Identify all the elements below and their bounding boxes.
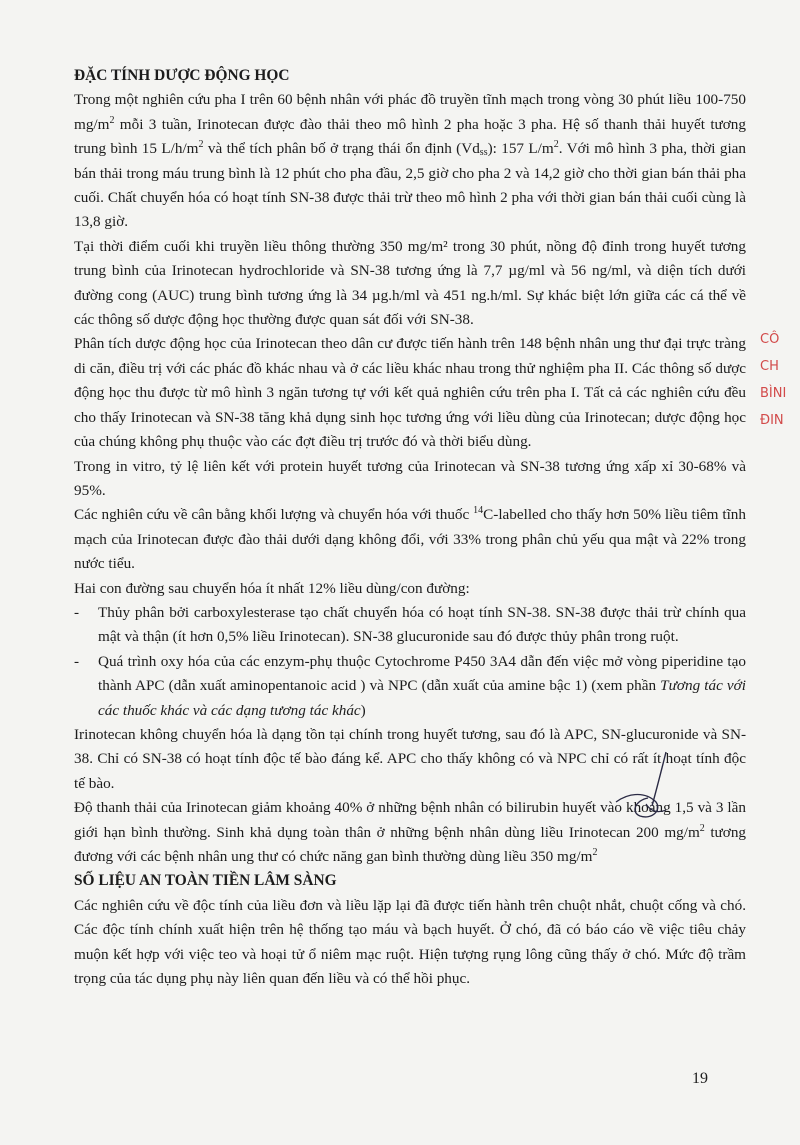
cross-reference: Tương tác với các thuốc khác và các dạng tương tác khác xyxy=(98,677,746,719)
pathway-list xyxy=(74,601,746,723)
paragraph-toxicity: Các nghiên cứu về độc tính của liều đơn và liều lặp lại đã được tiến hành trên chuột nhắt, chuột cống và chó. Các độc tính chính xuất hiện trên hệ thống tạo máu và bạch huyết. Ở chó, đã có báo cáo về việc tiêu chảy muộn kết hợp với việc teo và hoại tử ổ niêm mạc ruột. Hiện tượng rụng lông cũng thấy ở chó. Mức độ trầm trọng của tác dụng phụ này liên quan đến liều và có thể hồi phục. xyxy=(74,896,746,988)
page-content xyxy=(74,64,746,991)
signature-mark xyxy=(596,748,686,828)
list-item xyxy=(74,650,746,723)
section-title-preclinical-safety: SỐ LIỆU AN TOÀN TIỀN LÂM SÀNG xyxy=(74,872,337,890)
text-run: mỗi 3 tuần, Irinotecan được đào thải theo mô hình 2 pha hoặc 3 pha. Hệ số thanh thải huyết tương trung bình 15 L/h/m xyxy=(74,115,746,158)
paragraph-population-analysis: Phân tích dược động học của Irinotecan theo dân cư được tiến hành trên 148 bệnh nhân ung thư đại trực tràng di căn, điều trị với các phác đồ khác nhau và ở các liều khác nhau trong thử nghiệm pha II. Các thông số dược động học thu được từ mô hình 3 ngăn tương tự với kết quả nghiên cứu trên pha I. Tất cả các nghiên cứu đều cho thấy Irinotecan và SN-38 tăng khả dụng sinh học tương ứng với liều dùng của Irinotecan; dược động học của chúng không phụ thuộc vào các đợt điều trị trước đó và thời biểu dùng. xyxy=(74,335,746,451)
paragraph-mass-balance xyxy=(74,503,746,576)
red-stamp xyxy=(760,318,800,478)
dash-bullet: - xyxy=(74,603,80,621)
paragraph-phase1-study xyxy=(74,88,746,234)
list-item-text: Thủy phân bởi carboxylesterase tạo chất chuyển hóa có hoạt tính SN-38. SN-38 được thải trừ chính qua mật và thận (ít hơn 0,5% liều Irinotecan). SN-38 glucuronide sau đó được thủy phân trong ruột. xyxy=(98,603,746,646)
paragraph-peak-concentration: Tại thời điểm cuối khi truyền liều thông thường 350 mg/m² trong 30 phút, nồng độ đỉnh trong huyết tương trung bình của Irinotecan hydrochloride và SN-38 tương ứng là 7,7 µg/ml và 56 ng/ml, và diện tích dưới đường cong (AUC) trung bình tương ứng là 34 µg.h/ml và 451 ng.h/ml. Sự khác biệt lớn giữa các cá thể về các thông số dược động học thường được quan sát đối với SN-38. xyxy=(74,237,746,329)
page-number: 19 xyxy=(692,1070,708,1087)
paragraph-metabolic-pathways: Hai con đường sau chuyển hóa ít nhất 12% liều dùng/con đường: xyxy=(74,579,470,597)
text-run: ): 157 L/m xyxy=(487,140,554,158)
section-title-pharmacokinetics: ĐẶC TÍNH DƯỢC ĐỘNG HỌC xyxy=(74,67,290,84)
text-run: . Với mô hình 3 pha, thời gian bán thải trong máu trung bình là 12 phút cho pha đầu, 2,5 giờ cho pha 2 và 14,2 giờ cho thời gian bán thải pha cuối. Chất chuyển hóa có hoạt tính SN-38 được thải trừ theo mô hình 2 pha với thời gian bán thải cuối cùng là 13,8 giờ. xyxy=(74,140,747,231)
superscript: 2 xyxy=(699,822,705,834)
stamp-line: CÔ xyxy=(760,332,780,347)
superscript: 2 xyxy=(198,139,204,151)
text-run: Các nghiên cứu về cân bằng khối lượng và chuyển hóa với thuốc xyxy=(74,506,474,524)
stamp-line: BÌNI xyxy=(760,386,787,401)
superscript: 2 xyxy=(109,114,115,126)
text-run: Trong một nghiên cứu pha I trên 60 bệnh nhân với phác đồ truyền tĩnh mạch trong vòng 30 phút liều 100-750 mg/m xyxy=(74,91,746,133)
text-run: C-labelled cho thấy hơn 50% liều tiêm tĩnh mạch của Irinotecan được đào thải dưới dạng không đổi, với 33% trong phân chủ yếu qua mật và 22% trong nước tiểu. xyxy=(74,506,746,573)
subscript: ss xyxy=(479,147,488,159)
text-run: tương đương với các bệnh nhân ung thư có chức năng gan bình thường dùng liều 350 mg/m xyxy=(74,823,747,865)
dash-bullet: - xyxy=(74,652,80,670)
superscript: 2 xyxy=(592,847,598,858)
text-run: và thể tích phân bố ở trạng thái ổn định (Vd xyxy=(203,140,480,158)
stamp-line: CH xyxy=(760,359,779,374)
paragraph-protein-binding: Trong in vitro, tỷ lệ liên kết với protein huyết tương của Irinotecan và SN-38 tương ứng xấp xỉ 30-68% và 95%. xyxy=(74,457,746,499)
superscript: 14 xyxy=(473,505,484,517)
superscript: 2 xyxy=(553,139,559,151)
paragraph-plasma-forms: Irinotecan không chuyển hóa là dạng tồn tại chính trong huyết tương, sau đó là APC, SN-glucuronide và SN-38. Chỉ có SN-38 có hoạt tính độc tế bào đáng kể. APC cho thấy không có và NPC chỉ có rất ít hoạt tính độc tế bào. xyxy=(74,725,746,792)
stamp-line: ĐIN xyxy=(760,413,784,428)
list-item-text: Quá trình oxy hóa của các enzym-phụ thuộc Cytochrome P450 3A4 dẫn đến việc mở vòng piperidine tạo thành APC (dẫn xuất aminopentanoic acid ) và NPC (dẫn xuất của amine bậc 1) (xem phần xyxy=(98,652,746,695)
text-run: Độ thanh thải của Irinotecan giảm khoảng 40% ở những bệnh nhân có bilirubin huyết vào khoảng 1,5 và 3 lần giới hạn bình thường. Sinh khả dụng toàn thân ở những bệnh nhân dùng liều Irinotecan 200 mg/m xyxy=(74,799,746,841)
list-item-text: ) xyxy=(360,701,366,719)
list-item xyxy=(74,601,746,650)
